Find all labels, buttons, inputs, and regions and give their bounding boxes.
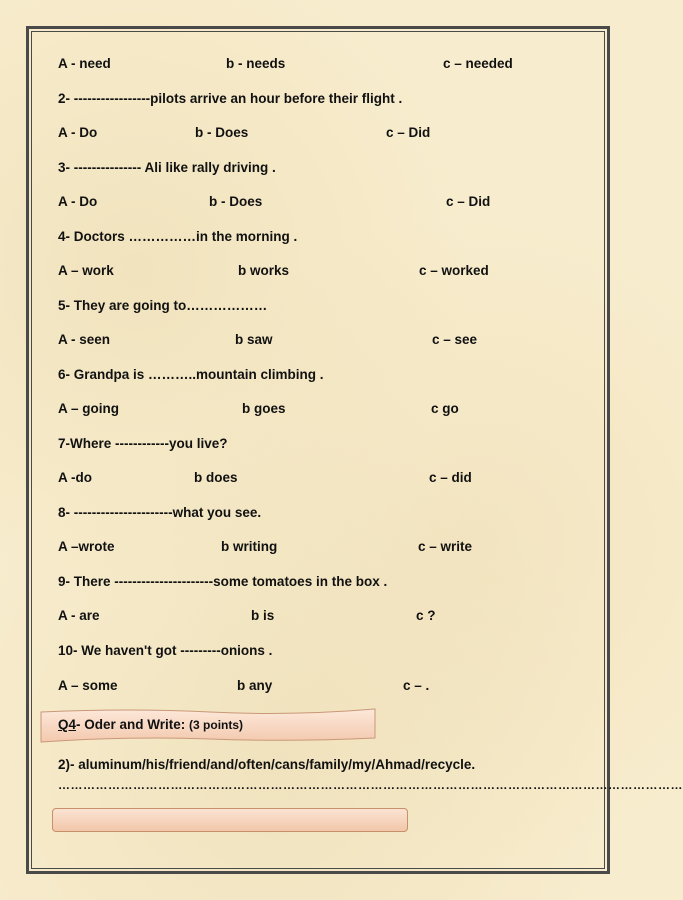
option-b: b any	[237, 678, 273, 693]
option-c: c ?	[416, 608, 436, 623]
option-a: A – going	[58, 401, 119, 416]
option-b: b - Does	[195, 125, 249, 140]
option-c: c – needed	[443, 56, 513, 71]
option-a: A - Do	[58, 194, 98, 209]
option-a: A - Do	[58, 125, 98, 140]
option-b: b - Does	[209, 194, 263, 209]
option-a: A - need	[58, 56, 111, 71]
question-5: 5- They are going to………………	[58, 298, 268, 313]
question-7: 7-Where ------------you live?	[58, 436, 228, 451]
question-4: 4- Doctors ……………in the morning .	[58, 229, 298, 244]
option-a: A –wrote	[58, 539, 115, 554]
answer-box	[52, 808, 408, 832]
option-c: c go	[431, 401, 459, 416]
option-b: b writing	[221, 539, 278, 554]
section-banner	[40, 708, 376, 742]
option-a: A - are	[58, 608, 100, 623]
option-c: c – worked	[419, 263, 489, 278]
option-b: b does	[194, 470, 238, 485]
question-6: 6- Grandpa is ………..mountain climbing .	[58, 367, 324, 382]
question-8: 8- ----------------------what you see.	[58, 505, 262, 520]
section-title: - Oder and Write:	[76, 717, 190, 732]
question-3: 3- --------------- Ali like rally driving .	[58, 160, 276, 175]
section-heading	[58, 717, 243, 732]
order-question: 2)- aluminum/his/friend/and/often/cans/family/my/Ahmad/recycle.	[58, 757, 476, 772]
section-points: (3 points)	[189, 718, 244, 732]
option-a: A -do	[58, 470, 92, 485]
option-b: b is	[251, 608, 275, 623]
answer-dotted-line: ……………………………………………………………………………………………………………………………………	[58, 778, 683, 792]
option-b: b saw	[235, 332, 273, 347]
option-c: c – see	[432, 332, 478, 347]
option-c: c – .	[403, 678, 430, 693]
option-c: c – write	[418, 539, 473, 554]
question-2: 2- -----------------pilots arrive an hour before their flight .	[58, 91, 403, 106]
question-10: 10- We haven't got ---------onions .	[58, 643, 273, 658]
option-c: c – Did	[386, 125, 431, 140]
option-c: c – Did	[446, 194, 491, 209]
option-a: A - seen	[58, 332, 111, 347]
option-b: b - needs	[226, 56, 286, 71]
question-9: 9- There ----------------------some tomatoes in the box .	[58, 574, 388, 589]
option-b: b works	[238, 263, 290, 278]
section-number: Q4	[58, 717, 77, 732]
option-a: A – work	[58, 263, 114, 278]
option-b: b goes	[242, 401, 286, 416]
option-a: A – some	[58, 678, 118, 693]
option-c: c – did	[429, 470, 472, 485]
